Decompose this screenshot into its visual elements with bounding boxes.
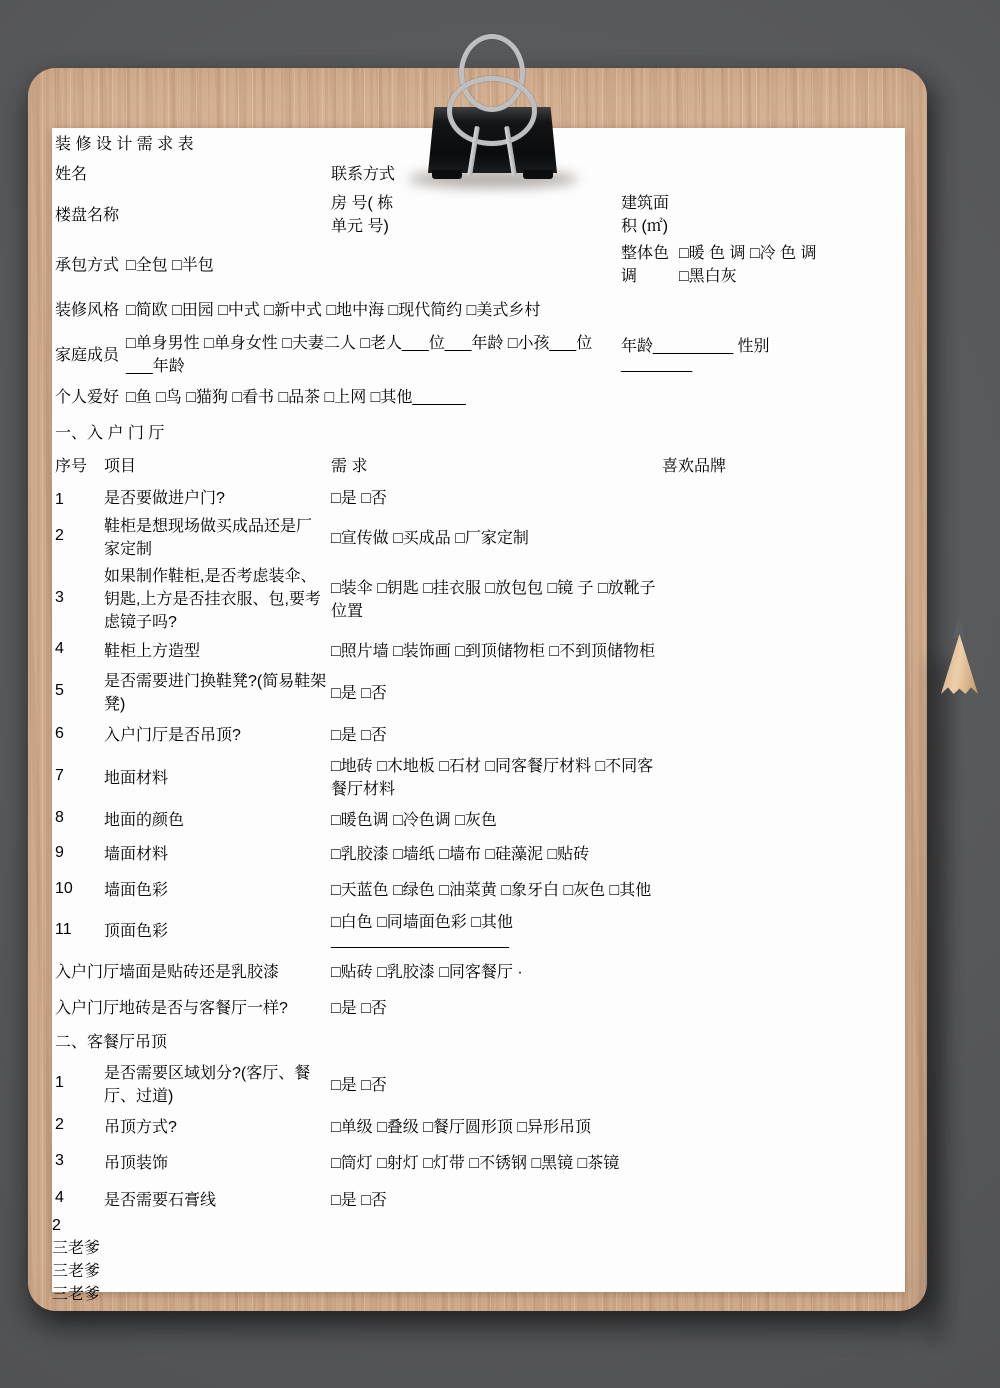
- row-brand-cell: [661, 1143, 822, 1179]
- tone-label: 整体色调: [621, 245, 670, 285]
- row-number: 1: [55, 1074, 64, 1091]
- row-brand-cell: [661, 953, 822, 988]
- pencil: [941, 690, 978, 1320]
- table-row: [54, 1143, 822, 1179]
- row-number: 10: [55, 879, 73, 897]
- family-options: □单身男性 □单身女性 □夫妻二人 □老人___位___年龄 □小孩___位___年龄: [126, 335, 593, 375]
- row-requirement: □贴砖 □乳胶漆 □同客餐厅 ·: [331, 964, 523, 981]
- row-requirement: □照片墙 □装饰画 □到顶储物柜 □不到顶储物柜: [331, 642, 655, 660]
- row-requirement: □宣传做 □买成品 □厂家定制: [331, 529, 529, 547]
- row-brand-cell: [661, 667, 822, 715]
- binder-clip-foot: [432, 170, 462, 179]
- row-item: 墙面色彩: [104, 882, 169, 899]
- row-item: 鞋柜是想现场做买成品还是厂家定制: [104, 518, 313, 558]
- area-label: 建筑面积 (㎡): [621, 195, 670, 235]
- section2-title: 二、客餐厅吊顶: [55, 1034, 168, 1051]
- table-row: [54, 635, 822, 663]
- row-number: 4: [55, 1189, 64, 1206]
- row-brand-cell: [661, 990, 822, 1022]
- row-number: 7: [55, 767, 64, 784]
- table-row: [54, 871, 822, 906]
- row-number: 9: [55, 843, 64, 861]
- row-item: 入户门厅是否吊顶?: [104, 727, 241, 744]
- table-row: [54, 1181, 822, 1215]
- name-label: 姓名: [55, 165, 88, 183]
- row-item: 入户门厅墙面是贴砖还是乳胶漆: [55, 964, 280, 981]
- row-number: 2: [55, 1116, 64, 1133]
- hobby-label: 个人爱好: [55, 389, 120, 406]
- row-brand-cell: [661, 512, 822, 560]
- row-brand-cell: [661, 562, 822, 633]
- table-row: [54, 836, 822, 869]
- row-requirement: □地砖 □木地板 □石材 □同客餐厅材料 □不同客餐厅材料: [331, 758, 654, 798]
- table-row: [54, 1109, 822, 1141]
- binder-clip-foot: [523, 170, 553, 179]
- style-label: 装修风格: [55, 301, 120, 319]
- col-header-brand: 喜欢品牌: [662, 457, 727, 475]
- row-number: 4: [55, 640, 64, 657]
- row-requirement: □白色 □同墙面色彩 □其他____________________: [331, 914, 513, 949]
- row-item: 顶面色彩: [104, 923, 169, 940]
- row-requirement: □筒灯 □射灯 □灯带 □不锈钢 □黑镜 □茶镜: [331, 1154, 620, 1172]
- row-requirement: □暖色调 □冷色调 □灰色: [331, 811, 497, 829]
- row-number: 11: [55, 920, 72, 938]
- row-number: 8: [55, 809, 64, 826]
- row-item: 墙面材料: [104, 846, 169, 863]
- row-requirement: □是 □否: [331, 1191, 387, 1209]
- contract-label: 承包方式: [55, 256, 120, 274]
- row-item: 鞋柜上方造型: [104, 642, 201, 660]
- decoration-form: [52, 128, 905, 1217]
- row-item: 吊顶装饰: [104, 1154, 169, 1172]
- row-brand-cell: [661, 908, 822, 951]
- table-row: [54, 953, 822, 988]
- area-value-cell: [678, 189, 826, 237]
- row-item: 地面的颜色: [104, 811, 185, 829]
- family-label: 家庭成员: [55, 346, 120, 364]
- row-number: 3: [55, 1152, 64, 1169]
- table-row: [54, 717, 822, 750]
- row-requirement: □是 □否: [331, 999, 387, 1017]
- table-row: [54, 802, 822, 834]
- row-requirement: □是 □否: [331, 489, 387, 507]
- row-brand-cell: [661, 1109, 822, 1141]
- row-item: 地面材料: [104, 769, 169, 787]
- row-item: 吊顶方式?: [104, 1118, 177, 1136]
- watermark: 三老爹: [52, 1240, 101, 1257]
- row-requirement: □装伞 □钥匙 □挂衣服 □放包包 □镜 子 □放靴子位置: [331, 579, 656, 620]
- row-brand-cell: [661, 717, 822, 750]
- col-header-item: 项目: [104, 457, 137, 475]
- section1-table-a: [52, 414, 824, 665]
- contract-options: □全包 □半包: [126, 256, 214, 274]
- row-brand-cell: [661, 802, 822, 834]
- table-row: [54, 1059, 822, 1107]
- hobby-options: □鱼 □鸟 □猫狗 □看书 □品茶 □上网 □其他______: [126, 389, 466, 406]
- row-item: 是否要做进户门?: [104, 489, 225, 507]
- row-item: 是否需要石膏线: [104, 1191, 217, 1209]
- col-header-no: 序号: [55, 457, 88, 475]
- form-title: 装 修 设 计 需 求 表: [55, 136, 194, 153]
- tone-options: □暖 色 调 □冷 色 调 □黑白灰: [679, 245, 817, 285]
- pencil-graphite-tip: [953, 616, 965, 638]
- contact-label: 联系方式: [331, 165, 396, 183]
- row-requirement: □是 □否: [331, 1076, 387, 1094]
- section1-title: 一、入 户 门 厅: [55, 424, 165, 442]
- table-row: [54, 908, 822, 951]
- row-requirement: □是 □否: [331, 727, 387, 744]
- clip-wire-lower-loop: [447, 76, 537, 146]
- table-row: [54, 667, 822, 715]
- estate-value-cell: [125, 189, 328, 237]
- row-number: 1: [55, 491, 64, 508]
- row-brand-cell: [661, 1059, 822, 1107]
- row-brand-cell: [661, 836, 822, 869]
- row-number: 5: [55, 682, 64, 699]
- section1-table-b: [52, 665, 824, 1217]
- row-number: 3: [55, 588, 64, 606]
- watermark: 三老爹: [52, 1286, 101, 1303]
- row-item: 是否需要进门换鞋凳?(简易鞋架凳): [104, 673, 327, 713]
- row-requirement: □单级 □叠级 □餐厅圆形顶 □异形吊顶: [331, 1118, 591, 1136]
- style-empty-cell: [620, 289, 826, 327]
- room-value-cell: [416, 189, 618, 237]
- name-value-cell: [125, 157, 328, 187]
- row-requirement: □乳胶漆 □墙纸 □墙布 □硅藻泥 □贴砖: [331, 846, 590, 863]
- row-brand-cell: [661, 1181, 822, 1215]
- style-options: □简欧 □田园 □中式 □新中式 □地中海 □现代简约 □美式乡村: [126, 301, 541, 319]
- paper-sheet: [52, 128, 905, 1303]
- row-requirement: □天蓝色 □绿色 □油菜黄 □象牙白 □灰色 □其他: [331, 882, 652, 899]
- row-number: 6: [55, 724, 64, 742]
- section1-title-side-cell: [661, 416, 822, 446]
- row-item: 是否需要区域划分?(客厅、餐厅、过道): [104, 1065, 311, 1105]
- table-row: [54, 482, 822, 510]
- table-row: [54, 512, 822, 560]
- row-item: 入户门厅地砖是否与客餐厅一样?: [55, 999, 288, 1017]
- row-item: 如果制作鞋柜,是否考虑装伞、钥匙,上方是否挂衣服、包,要考虑镜子吗?: [104, 568, 321, 631]
- table-row: [54, 990, 822, 1022]
- table-row: [54, 752, 822, 800]
- estate-label: 楼盘名称: [55, 206, 120, 224]
- hobby-empty-cell: [620, 379, 826, 412]
- row-brand-cell: [661, 871, 822, 906]
- watermark: 三老爹: [52, 1263, 101, 1280]
- row-requirement: □是 □否: [331, 684, 387, 702]
- room-label: 房 号( 栋 单元 号): [331, 195, 394, 235]
- family-extra: 年龄_________ 性别 ________: [621, 337, 770, 373]
- row-brand-cell: [661, 635, 822, 663]
- table-row: [54, 562, 822, 633]
- page-number: 2: [52, 1217, 61, 1234]
- col-header-req: 需 求: [331, 457, 368, 475]
- section2-title-side-cell: [661, 1024, 822, 1057]
- row-number: 2: [55, 527, 64, 544]
- row-brand-cell: [661, 752, 822, 800]
